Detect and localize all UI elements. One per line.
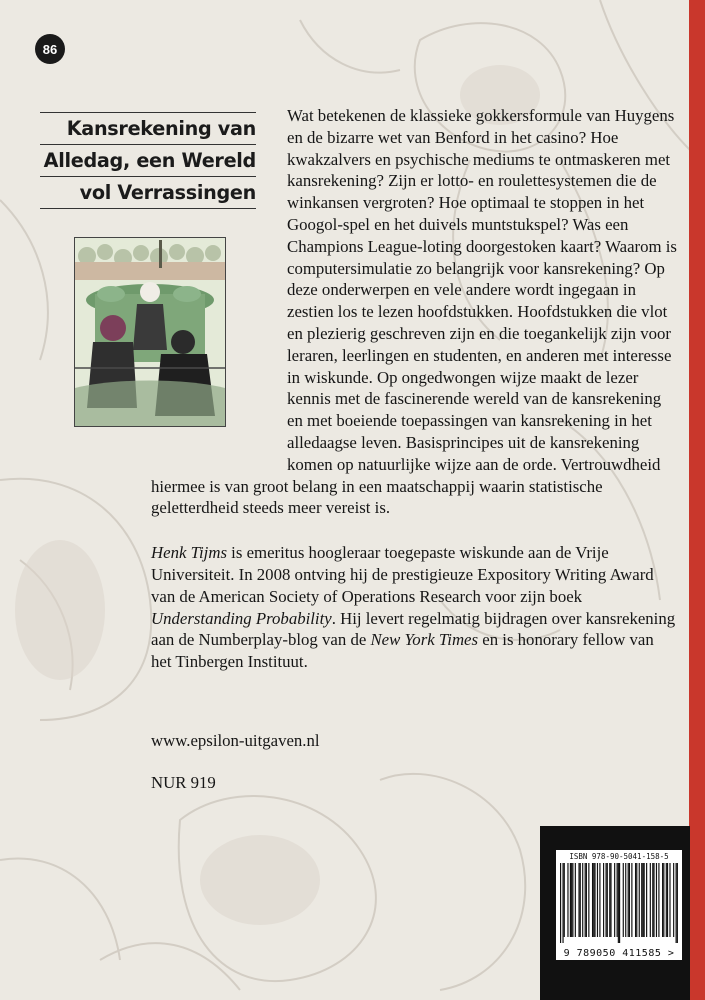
barcode-digits: 9 789050 411585 > xyxy=(563,948,675,959)
author-bio-text: is emeritus hoogleraar toegepaste wiskunde aan de Vrije Universiteit. In 2008 ontving hij de prestigieuze Expository Writing Award van de American Society of Operations Research voor zijn boek xyxy=(151,543,654,606)
title-line: Kansrekening van xyxy=(40,112,256,144)
description-paragraph: Wat betekenen de klassieke gokkersformule van Huygens en de bizarre wet van Benford in het casino? Hoe kwakzalvers en psychische mediums te ontmaskeren met kansrekening? Zijn er lotto- en roulettesystemen die de winkansen vergroten? Hoe optimaal te stoppen in het Googol-spel en het duivels muntstukspel? Was een Champions League-loting doorgestoken kaart? Waarom is computersimulatie zo belangrijk voor kansrekening? Op deze onderwerpen en vele andere wordt ingegaan in zestien los te lezen hoofdstukken. Hoofdstukken die vlot en plezierig geschreven zijn en die toegankelijk zijn voor leraren, leerlingen en studenten, en anderen met interesse in wiskunde. Op ongedwongen wijze maakt de lezer kennis met de fascinerende wereld van de kansrekening en met boeiende toepassingen van kansrekening in het alledaagse leven. Basisprincipes uit de kansrekening komen op natuurlijke wijze aan de orde. Vertrouwdheid hiermee is van groot belang in een maatschappij waarin statistische geletterdheid steeds meer vereist is. xyxy=(151,106,677,518)
page-number-badge: 86 xyxy=(35,34,65,64)
book-title-reference: Understanding Probability xyxy=(151,608,332,628)
author-bio-text: . Hij levert regelmatig bijdragen over kansrekening aan de Numberplay-blog van de xyxy=(151,608,676,650)
isbn-label: ISBN 978-90-5041-158-5 xyxy=(569,852,669,861)
title-line: Alledag, een Wereld xyxy=(40,144,256,176)
author-bio-paragraph xyxy=(151,542,677,673)
author-bio-text: en is honorary fellow van het Tinbergen Instituut. xyxy=(151,630,654,672)
newspaper-name: New York Times xyxy=(370,630,479,650)
nur-code: NUR 919 xyxy=(151,773,216,792)
text-wrap-spacer xyxy=(151,105,287,455)
author-name: Henk Tijms xyxy=(151,543,227,563)
barcode-panel xyxy=(540,826,690,1000)
barcode-icon xyxy=(560,863,678,943)
barcode-box xyxy=(556,850,682,960)
publisher-website[interactable]: www.epsilon-uitgaven.nl xyxy=(151,731,320,750)
blurb xyxy=(151,105,677,673)
title-line: vol Verrassingen xyxy=(40,176,256,208)
spine-stripe xyxy=(689,0,705,1000)
